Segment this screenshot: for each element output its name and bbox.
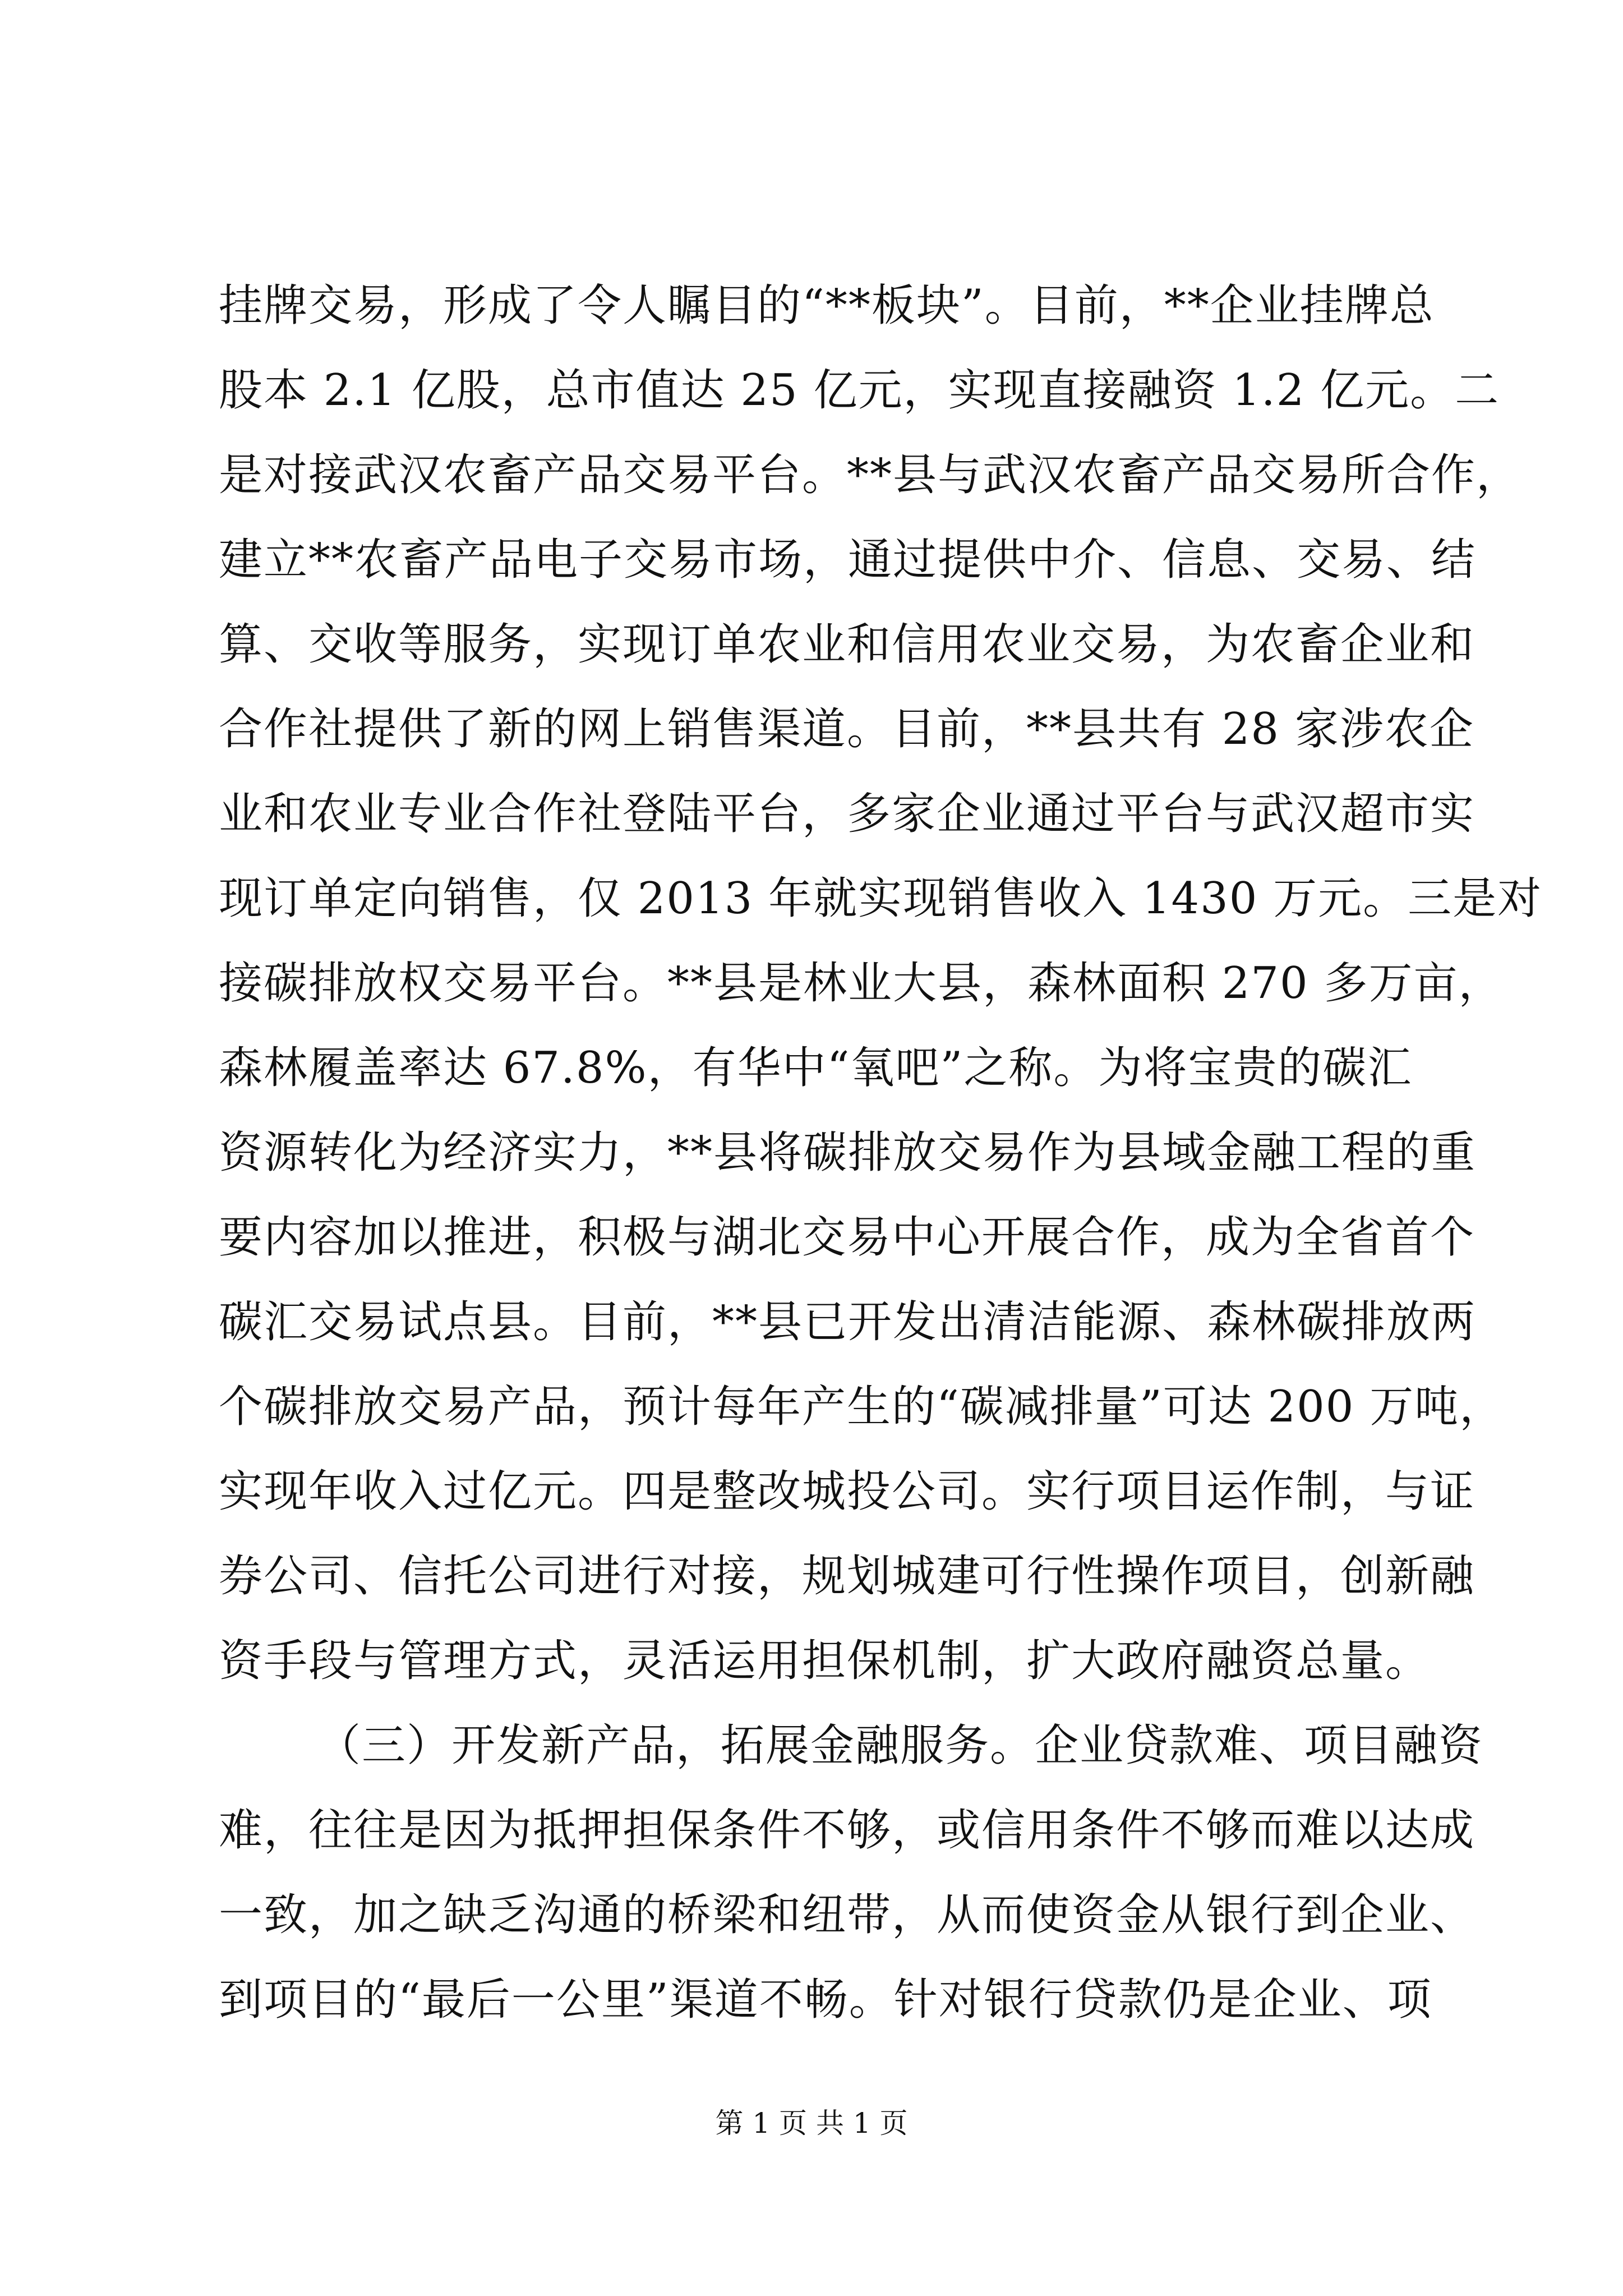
text-line-8: 现订单定向销售，仅 2013 年就实现销售收入 1430 万元。三是对	[219, 873, 1543, 924]
text-line-3: 是对接武汉农畜产品交易平台。**县与武汉农畜产品交易所合作，	[219, 450, 1521, 500]
text-line-19: 难，往往是因为抵押担保条件不够，或信用条件不够而难以达成	[219, 1805, 1476, 1856]
page-footer: 第 1 页 共 1 页	[715, 2107, 908, 2139]
text-line-12: 要内容加以推进，积极与湖北交易中心开展合作，成为全省首个	[219, 1212, 1476, 1263]
text-line-15: 实现年收入过亿元。四是整改城投公司。实行项目运作制，与证	[219, 1466, 1476, 1517]
text-line-9: 接碳排放权交易平台。**县是林业大县，森林面积 270 多万亩，	[219, 958, 1504, 1009]
text-line-10: 森林履盖率达 67.8%，有华中“氧吧”之称。为将宝贵的碳汇	[219, 1043, 1413, 1093]
text-line-11: 资源转化为经济实力，**县将碳排放交易作为县域金融工程的重	[219, 1128, 1477, 1178]
text-line-14: 个碳排放交易产品，预计每年产生的“碳减排量”可达 200 万吨，	[219, 1382, 1505, 1432]
paragraph-start-line: （三）开发新产品，拓展金融服务。企业贷款难、项目融资	[317, 1720, 1484, 1771]
text-line-5: 算、交收等服务，实现订单农业和信用农业交易，为农畜企业和	[219, 619, 1476, 670]
text-line-13: 碳汇交易试点县。目前，**县已开发出清洁能源、森林碳排放两	[219, 1297, 1477, 1347]
text-line-6: 合作社提供了新的网上销售渠道。目前，**县共有 28 家涉农企	[219, 704, 1474, 754]
text-line-2: 股本 2.1 亿股，总市值达 25 亿元，实现直接融资 1.2 亿元。二	[219, 365, 1500, 416]
text-line-1: 挂牌交易，形成了令人瞩目的“**板块”。目前，**企业挂牌总	[219, 280, 1435, 331]
text-line-20: 一致，加之缺乏沟通的桥梁和纽带，从而使资金从银行到企业、	[219, 1890, 1476, 1940]
text-line-16: 券公司、信托公司进行对接，规划城建可行性操作项目，创新融	[219, 1551, 1476, 1602]
text-line-17: 资手段与管理方式，灵活运用担保机制，扩大政府融资总量。	[219, 1636, 1431, 1686]
text-line-7: 业和农业专业合作社登陆平台，多家企业通过平台与武汉超市实	[219, 789, 1476, 839]
text-line-21: 到项目的“最后一公里”渠道不畅。针对银行贷款仍是企业、项	[219, 1975, 1432, 2025]
body-text	[219, 264, 1543, 2042]
text-line-4: 建立**农畜产品电子交易市场，通过提供中介、信息、交易、结	[219, 535, 1477, 585]
